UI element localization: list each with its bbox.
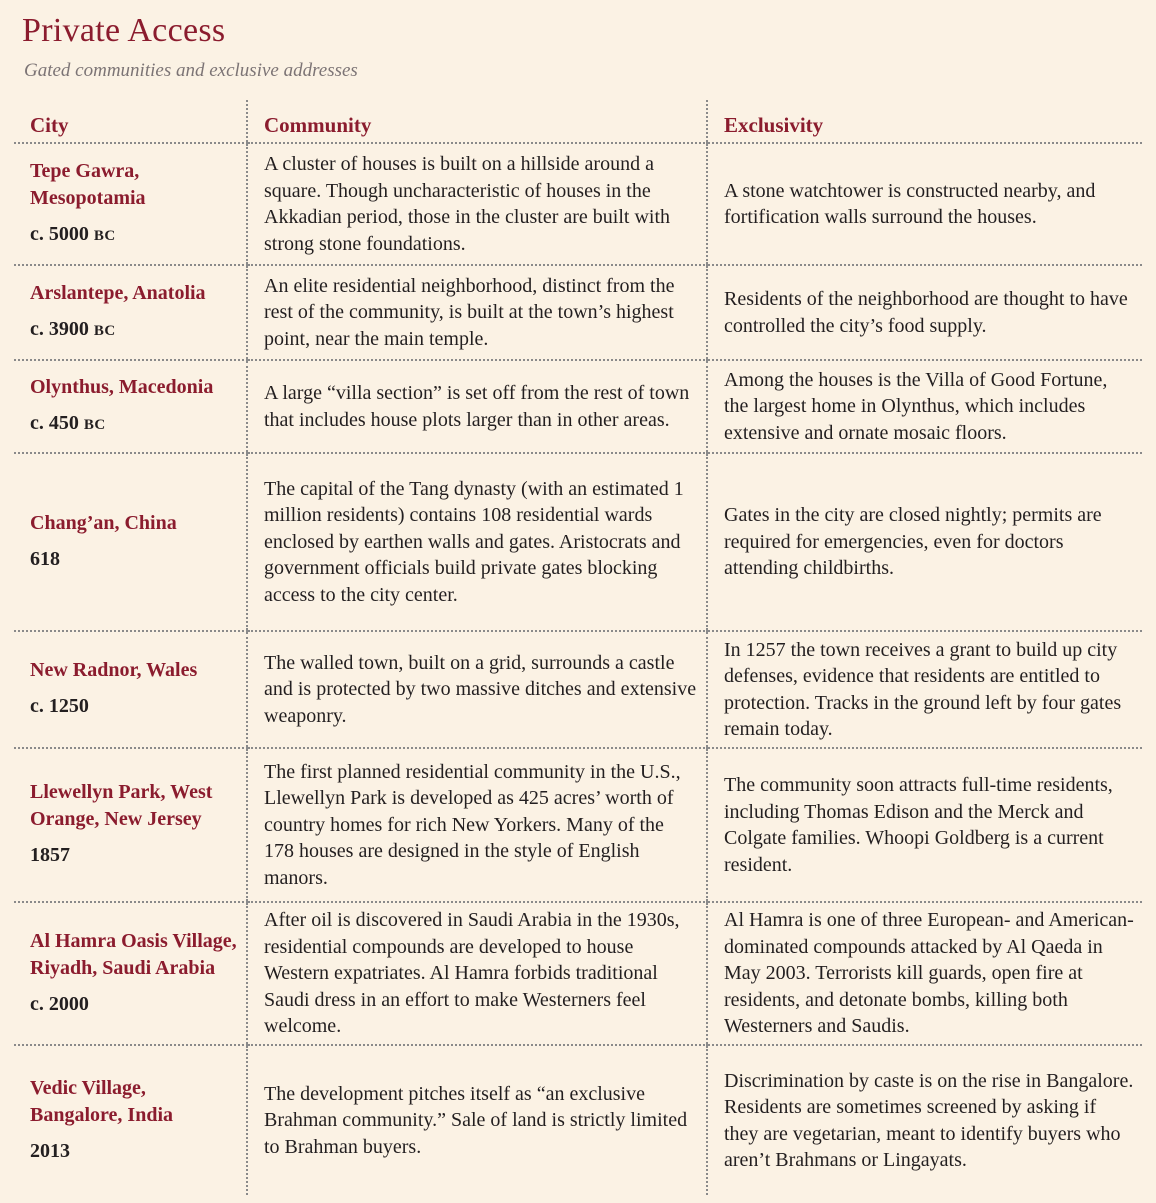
year-label	[30, 546, 238, 575]
year-value: c. 2000	[30, 992, 89, 1015]
header-city: City	[14, 100, 247, 143]
table-row	[14, 1045, 1142, 1195]
era-label: BC	[93, 323, 116, 340]
header-community: Community	[247, 100, 707, 143]
community-cell: The first planned residential community in the U.S., Llewellyn Park is developed as 425 acres’ worth of country homes for rich New Yorkers. Many of the 178 houses are designed in the style of English manors.	[247, 748, 707, 902]
exclusivity-cell: A stone watchtower is constructed nearby, and fortification walls surround the houses.	[707, 143, 1142, 265]
year-label	[30, 410, 238, 439]
community-cell: The development pitches itself as “an exclusive Brahman community.” Sale of land is strictly limited to Brahman buyers.	[247, 1045, 707, 1195]
exclusivity-cell: Al Hamra is one of three European- and American-dominated compounds attacked by Al Qaeda in May 2003. Terrorists kill guards, open fire at residents, and detonate bombs, killing both Westerners and Saudis.	[707, 902, 1142, 1045]
year-value: c. 5000	[30, 223, 89, 246]
year-value: 2013	[30, 1139, 70, 1162]
era-label: BC	[93, 228, 116, 245]
city-name: Tepe Gawra, Mesopotamia	[30, 160, 146, 210]
era-label: BC	[83, 417, 106, 434]
city-cell	[14, 360, 247, 453]
exclusivity-cell: Gates in the city are closed nightly; permits are required for emergencies, even for doctors attending childbirths.	[707, 453, 1142, 631]
community-cell: An elite residential neighborhood, distinct from the rest of the community, is built at the town’s highest point, near the main temple.	[247, 265, 707, 360]
city-name: Olynthus, Macedonia	[30, 376, 214, 399]
year-label	[30, 991, 238, 1020]
city-cell	[14, 453, 247, 631]
city-name: Arslantepe, Anatolia	[30, 282, 206, 305]
city-name: New Radnor, Wales	[30, 659, 198, 682]
table-row	[14, 143, 1142, 265]
city-cell	[14, 265, 247, 360]
city-cell	[14, 748, 247, 902]
city-name: Chang’an, China	[30, 511, 177, 534]
community-cell: The capital of the Tang dynasty (with an estimated 1 million residents) contains 108 residential wards enclosed by earthen walls and gates. Aristocrats and government officials build private gates blocking access to the city center.	[247, 453, 707, 631]
table-row	[14, 631, 1142, 748]
year-label	[30, 842, 238, 871]
year-value: c. 450	[30, 412, 79, 435]
community-cell: After oil is discovered in Saudi Arabia in the 1930s, residential compounds are developed to house Western expatriates. Al Hamra forbids traditional Saudi dress in an effort to make Westerners feel welcome.	[247, 902, 707, 1045]
year-label	[30, 693, 238, 722]
exclusivity-cell: Among the houses is the Villa of Good Fortune, the largest home in Olynthus, which includes extensive and ornate mosaic floors.	[707, 360, 1142, 453]
table-row	[14, 902, 1142, 1045]
header-exclusivity: Exclusivity	[707, 100, 1142, 143]
year-value: c. 3900	[30, 318, 89, 341]
table-row	[14, 360, 1142, 453]
community-cell: A large “villa section” is set off from the rest of town that includes house plots larger than in other areas.	[247, 360, 707, 453]
city-cell	[14, 631, 247, 748]
table-row	[14, 748, 1142, 902]
history-table	[14, 100, 1142, 1195]
page-title: Private Access	[22, 12, 226, 49]
city-cell	[14, 1045, 247, 1195]
year-value: 1857	[30, 844, 70, 867]
city-cell	[14, 902, 247, 1045]
year-label	[30, 221, 238, 250]
year-label	[30, 316, 238, 345]
exclusivity-cell: Discrimination by caste is on the rise in Bangalore. Residents are sometimes screened by asking if they are vegetarian, meant to identify buyers who aren’t Brahmans or Lingayats.	[707, 1045, 1142, 1195]
community-cell: A cluster of houses is built on a hillside around a square. Though uncharacteristic of houses in the Akkadian period, those in the cluster are built with strong stone foundations.	[247, 143, 707, 265]
community-cell: The walled town, built on a grid, surrounds a castle and is protected by two massive ditches and extensive weaponry.	[247, 631, 707, 748]
city-cell	[14, 143, 247, 265]
table-row	[14, 265, 1142, 360]
year-label	[30, 1138, 238, 1167]
page-subtitle: Gated communities and exclusive addresses	[24, 60, 358, 81]
city-name: Vedic Village, Bangalore, India	[30, 1076, 173, 1126]
city-name: Llewellyn Park, West Orange, New Jersey	[30, 781, 213, 831]
year-value: 618	[30, 547, 60, 570]
table-header-row	[14, 100, 1142, 143]
exclusivity-cell: The community soon attracts full-time residents, including Thomas Edison and the Merck and Colgate families. Whoopi Goldberg is a current resident.	[707, 748, 1142, 902]
exclusivity-cell: In 1257 the town receives a grant to build up city defenses, evidence that residents are entitled to protection. Tracks in the ground left by four gates remain today.	[707, 631, 1142, 748]
year-value: c. 1250	[30, 695, 89, 718]
table-row	[14, 453, 1142, 631]
city-name: Al Hamra Oasis Village, Riyadh, Saudi Arabia	[30, 929, 237, 979]
exclusivity-cell: Residents of the neighborhood are thought to have controlled the city’s food supply.	[707, 265, 1142, 360]
